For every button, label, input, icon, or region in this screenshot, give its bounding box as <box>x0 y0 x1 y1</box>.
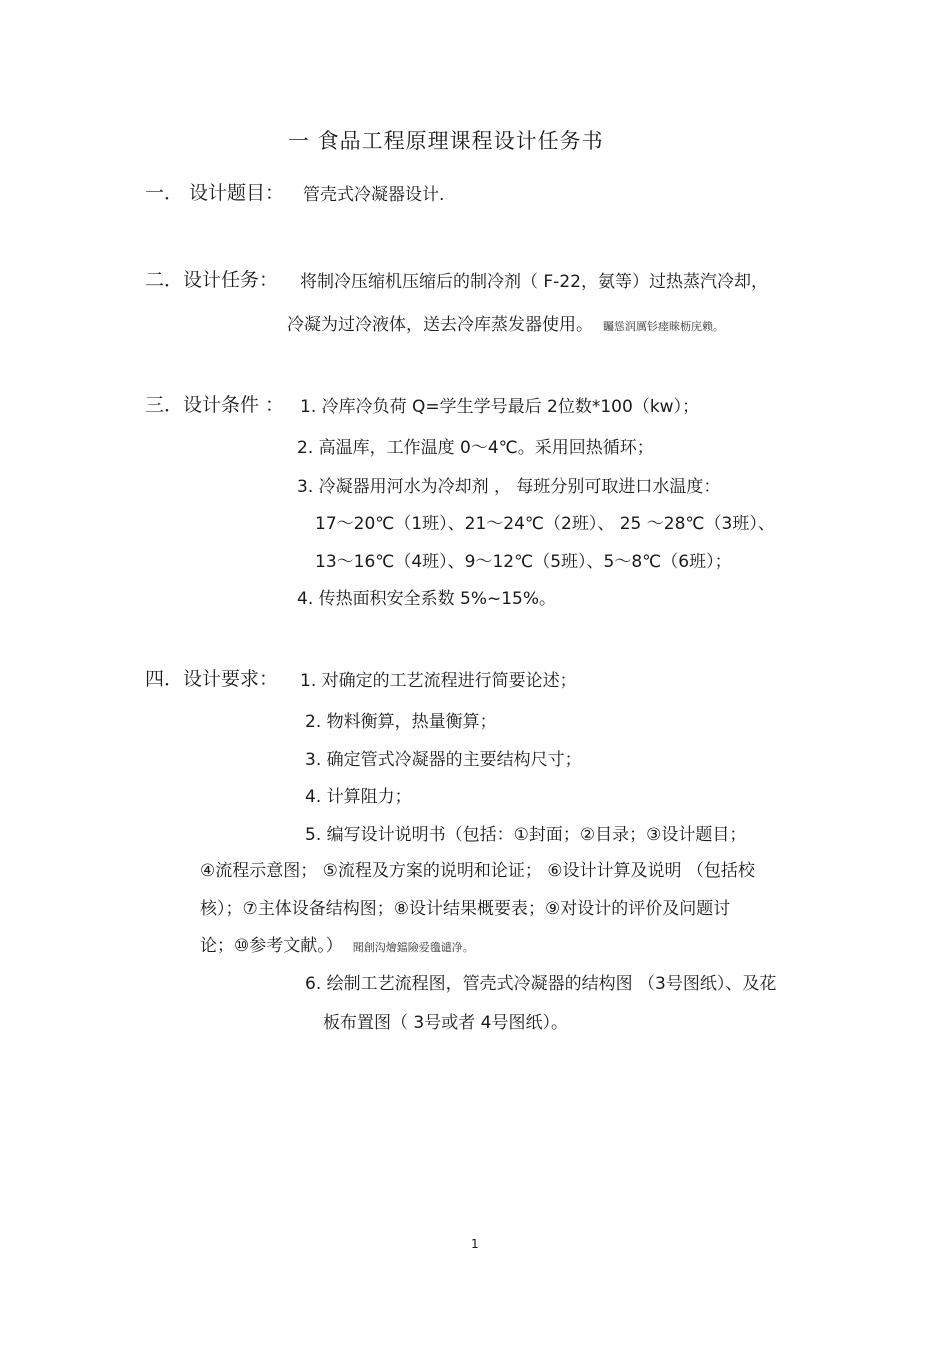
requirement-item-text: 论；⑩参考文献。） <box>200 936 343 956</box>
page-title: 一 食品工程原理课程设计任务书 <box>288 129 604 153</box>
section-2-line-2-text: 冷凝为过冷液体，送去冷库蒸发器使用。 <box>287 315 593 335</box>
page-number: 1 <box>471 1237 479 1251</box>
requirement-item: 2. 物料衡算，热量衡算； <box>305 712 497 732</box>
requirement-item: ④流程示意图； ⑤流程及方案的说明和论证； ⑥设计计算及说明 （包括校 <box>200 861 755 881</box>
condition-item: 13～16℃（4班）、9～12℃（5班）、5～8℃（6班）； <box>315 552 732 572</box>
noise-text: 聞創沟燴鐺險爱氇谴净。 <box>352 941 474 954</box>
requirement-item: 3. 确定管式冷凝器的主要结构尺寸； <box>305 750 582 770</box>
section-2-label: 二．设计任务： <box>145 269 279 291</box>
requirement-item: 核）；⑦主体设备结构图；⑧设计结果概要表；⑨对设计的评价及问题讨 <box>200 899 731 919</box>
condition-item: 1. 冷库冷负荷 Q=学生学号最后 2位数*100（kw）； <box>300 397 700 417</box>
requirement-item: 5. 编写设计说明书（包括：①封面；②目录；③设计题目； <box>305 825 747 845</box>
section-1-label: 一． 设计题目： <box>145 182 285 204</box>
requirement-item: 4. 计算阻力； <box>305 787 412 807</box>
section-2-line-2 <box>287 314 724 338</box>
section-2-line-1: 将制冷压缩机压缩后的制冷剂（ F-22，氨等）过热蒸汽冷却， <box>300 272 768 292</box>
condition-item: 4. 传热面积安全系数 5%~15%。 <box>297 589 557 609</box>
requirement-item: 6. 绘制工艺流程图，管壳式冷凝器的结构图 （3号图纸）、及花 <box>305 974 777 994</box>
condition-item: 3. 冷凝器用河水为冷却剂 ， 每班分别可取进口水温度： <box>297 477 721 497</box>
requirement-item: 板布置图（ 3号或者 4号图纸）。 <box>323 1013 568 1033</box>
section-4-label: 四．设计要求： <box>145 668 279 690</box>
section-3-label: 三．设计条件 ： <box>145 394 285 416</box>
condition-item: 2. 高温库，工作温度 0～4℃。采用回热循环； <box>297 438 654 458</box>
noise-text: 矚慫润厲钐瘗睞枥庑赖。 <box>603 320 724 333</box>
requirement-item <box>200 935 474 959</box>
condition-item: 17～20℃（1班）、21～24℃（2班）、 25 ～28℃（3班）、 <box>315 514 775 534</box>
requirement-item: 1. 对确定的工艺流程进行简要论述； <box>300 671 577 691</box>
section-1-text: 管壳式冷凝器设计. <box>303 185 445 205</box>
